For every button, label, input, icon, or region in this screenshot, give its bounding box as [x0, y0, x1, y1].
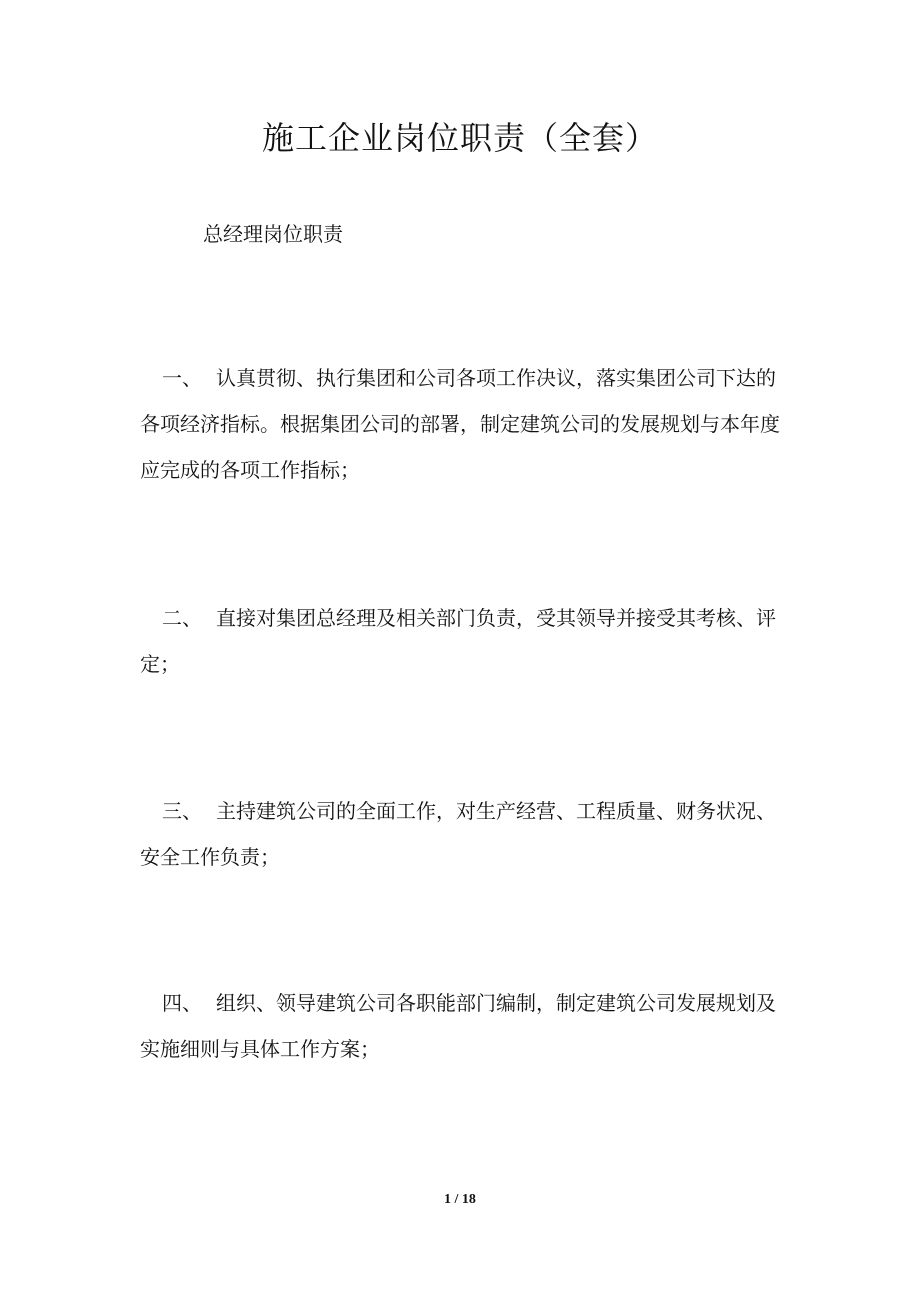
paragraph-text: 直接对集团总经理及相关部门负责，受其领导并接受其考核、评定； [140, 606, 776, 676]
paragraph-number: 一、 [162, 366, 202, 390]
paragraph-text: 主持建筑公司的全面工作，对生产经营、工程质量、财务状况、安全工作负责； [140, 799, 776, 869]
paragraph-2 [140, 595, 785, 687]
paragraph-1 [140, 355, 785, 493]
paragraph-number: 四、 [162, 991, 202, 1015]
paragraph-text: 组织、领导建筑公司各职能部门编制，制定建筑公司发展规划及实施细则与具体工作方案； [140, 991, 776, 1061]
section-heading: 总经理岗位职责 [203, 222, 343, 246]
page-number: 1 / 18 [444, 1192, 476, 1207]
paragraph-text: 认真贯彻、执行集团和公司各项工作决议，落实集团公司下达的各项经济指标。根据集团公司的部署，制定建筑公司的发展规划与本年度应完成的各项工作指标； [140, 366, 780, 482]
paragraph-number: 二、 [162, 606, 202, 630]
page-title: 施工企业岗位职责（全套） [261, 119, 658, 157]
paragraph-number: 三、 [162, 799, 202, 823]
paragraph-4 [140, 980, 785, 1072]
paragraph-3 [140, 788, 785, 880]
